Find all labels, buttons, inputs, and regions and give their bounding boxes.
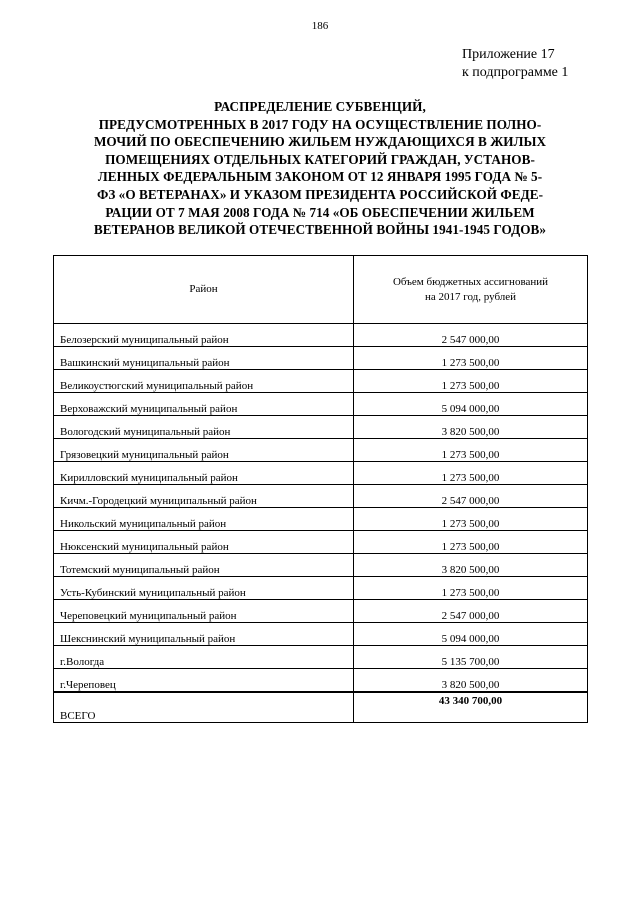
- district-cell: Усть-Кубинский муниципальный район: [54, 577, 354, 600]
- amount-cell: 2 547 000,00: [354, 324, 588, 347]
- district-cell: Верховажский муниципальный район: [54, 393, 354, 416]
- total-label: ВСЕГО: [54, 692, 354, 723]
- subsidy-table: [53, 255, 588, 723]
- page-number: 186: [311, 20, 329, 32]
- table-row: [54, 669, 588, 693]
- table-row: [54, 623, 588, 646]
- total-row: [54, 692, 588, 723]
- table-row: [54, 462, 588, 485]
- district-cell: Вашкинский муниципальный район: [54, 347, 354, 370]
- table-row: [54, 324, 588, 347]
- amount-cell: 5 094 000,00: [354, 393, 588, 416]
- table-row: [54, 531, 588, 554]
- title-line: МОЧИЙ ПО ОБЕСПЕЧЕНИЮ ЖИЛЬЕМ НУЖДАЮЩИХСЯ В ЖИЛЫХ: [93, 134, 547, 150]
- amount-cell: 1 273 500,00: [354, 577, 588, 600]
- table-row: [54, 577, 588, 600]
- title-line: РАЦИИ ОТ 7 МАЯ 2008 ГОДА № 714 «ОБ ОБЕСПЕЧЕНИИ ЖИЛЬЕМ: [105, 204, 535, 220]
- amount-cell: 1 273 500,00: [354, 462, 588, 485]
- column-header-amount: [354, 256, 588, 324]
- appendix-subline: к подпрограмме 1: [462, 65, 569, 80]
- amount-cell: 1 273 500,00: [354, 508, 588, 531]
- table-row: [54, 485, 588, 508]
- column-header-district: Район: [54, 256, 354, 324]
- district-cell: Вологодский муниципальный район: [54, 416, 354, 439]
- total-amount: 43 340 700,00: [354, 692, 588, 723]
- district-cell: Нюксенский муниципальный район: [54, 531, 354, 554]
- title-line: ФЗ «О ВЕТЕРАНАХ» И УКАЗОМ ПРЕЗИДЕНТА РОССИЙСКОЙ ФЕДЕ-: [96, 186, 544, 202]
- table-row: [54, 439, 588, 462]
- appendix-line: Приложение 17: [462, 47, 555, 62]
- district-cell: г.Череповец: [54, 669, 354, 693]
- amount-cell: 1 273 500,00: [354, 370, 588, 393]
- column-header-amount-line: на 2017 год, рублей: [424, 290, 517, 303]
- title-line: ЛЕННЫХ ФЕДЕРАЛЬНЫМ ЗАКОНОМ ОТ 12 ЯНВАРЯ 1995 ГОДА № 5-: [97, 169, 543, 185]
- column-header-amount-line: Объем бюджетных ассигнований: [392, 275, 549, 288]
- district-cell: Кичм.-Городецкий муниципальный район: [54, 485, 354, 508]
- document-title: [44, 98, 596, 239]
- amount-cell: 3 820 500,00: [354, 416, 588, 439]
- amount-cell: 1 273 500,00: [354, 531, 588, 554]
- appendix-reference: [462, 46, 568, 82]
- district-cell: Шекснинский муниципальный район: [54, 623, 354, 646]
- table-row: [54, 646, 588, 669]
- table-row: [54, 554, 588, 577]
- table-row: [54, 508, 588, 531]
- district-cell: Никольский муниципальный район: [54, 508, 354, 531]
- table-header-row: [54, 256, 588, 324]
- district-cell: Кирилловский муниципальный район: [54, 462, 354, 485]
- district-cell: Белозерский муниципальный район: [54, 324, 354, 347]
- amount-cell: 3 820 500,00: [354, 669, 588, 693]
- amount-cell: 2 547 000,00: [354, 485, 588, 508]
- title-line: ПРЕДУСМОТРЕННЫХ В 2017 ГОДУ НА ОСУЩЕСТВЛЕНИЕ ПОЛНО-: [98, 116, 542, 132]
- title-line: ВЕТЕРАНОВ ВЕЛИКОЙ ОТЕЧЕСТВЕННОЙ ВОЙНЫ 1941-1945 ГОДОВ»: [93, 222, 547, 238]
- table-row: [54, 370, 588, 393]
- table-row: [54, 416, 588, 439]
- title-line: РАСПРЕДЕЛЕНИЕ СУБВЕНЦИЙ,: [214, 99, 426, 114]
- amount-cell: 1 273 500,00: [354, 347, 588, 370]
- amount-cell: 5 135 700,00: [354, 646, 588, 669]
- district-cell: Череповецкий муниципальный район: [54, 600, 354, 623]
- district-cell: Тотемский муниципальный район: [54, 554, 354, 577]
- district-cell: Грязовецкий муниципальный район: [54, 439, 354, 462]
- table-row: [54, 393, 588, 416]
- amount-cell: 1 273 500,00: [354, 439, 588, 462]
- amount-cell: 5 094 000,00: [354, 623, 588, 646]
- amount-cell: 3 820 500,00: [354, 554, 588, 577]
- district-cell: г.Вологда: [54, 646, 354, 669]
- amount-cell: 2 547 000,00: [354, 600, 588, 623]
- table-row: [54, 600, 588, 623]
- district-cell: Великоустюгский муниципальный район: [54, 370, 354, 393]
- table-row: [54, 347, 588, 370]
- title-line: ПОМЕЩЕНИЯХ ОТДЕЛЬНЫХ КАТЕГОРИЙ ГРАЖДАН, УСТАНОВ-: [105, 151, 535, 167]
